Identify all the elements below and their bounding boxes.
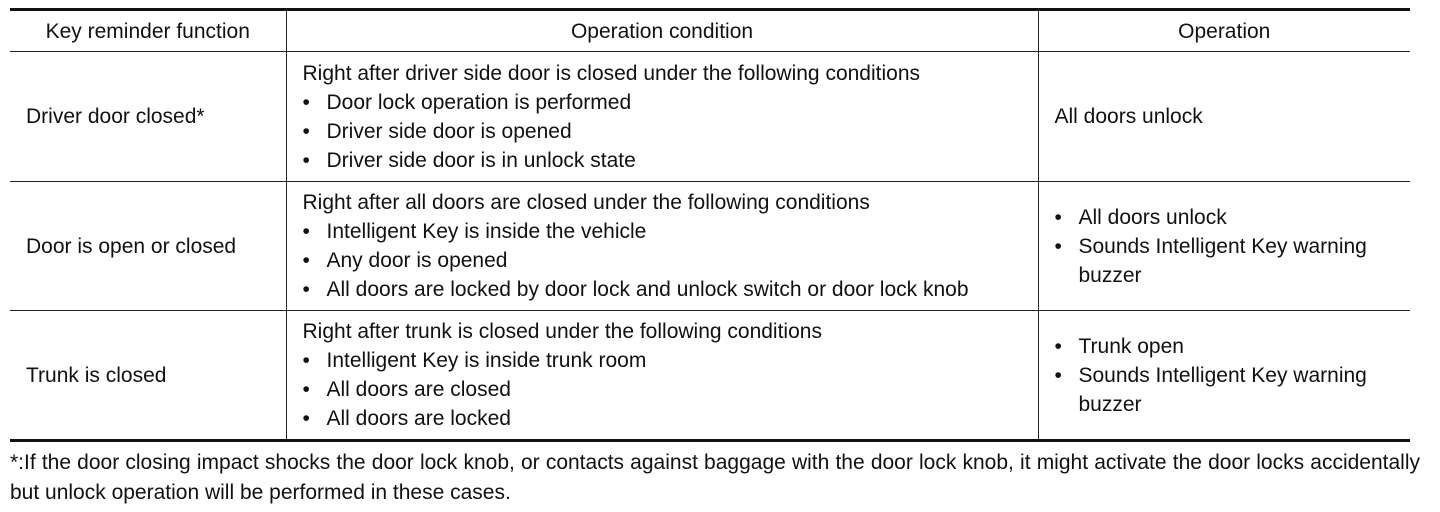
operation-item: Sounds Intelligent Key warning buzzer bbox=[1078, 363, 1367, 416]
condition-item: Driver side door is in unlock state bbox=[326, 148, 636, 172]
list-item bbox=[303, 275, 1024, 304]
list-item bbox=[1055, 203, 1397, 232]
list-item bbox=[303, 146, 1024, 175]
operation-list bbox=[1055, 203, 1397, 290]
condition-item: Driver side door is opened bbox=[326, 119, 572, 143]
operation-item: All doors unlock bbox=[1078, 205, 1227, 229]
key-reminder-table bbox=[10, 8, 1410, 442]
condition-list bbox=[303, 217, 1024, 304]
condition-lead: Right after driver side door is closed under the following conditions bbox=[302, 61, 921, 85]
bullet: • bbox=[302, 349, 310, 372]
table-header-row bbox=[10, 10, 1410, 52]
condition-item: All doors are closed bbox=[326, 378, 511, 401]
list-item bbox=[1055, 361, 1397, 419]
condition-list bbox=[303, 88, 1024, 175]
operation-item: Trunk open bbox=[1078, 334, 1184, 358]
bullet: • bbox=[1054, 334, 1062, 358]
operation-cell bbox=[1038, 182, 1410, 311]
condition-cell bbox=[286, 182, 1038, 311]
bullet: • bbox=[302, 278, 310, 301]
table-row bbox=[10, 52, 1410, 182]
list-item bbox=[303, 88, 1024, 117]
bullet: • bbox=[1054, 205, 1062, 229]
bullet: • bbox=[1054, 363, 1062, 387]
list-item bbox=[303, 346, 1024, 375]
operation-item: Sounds Intelligent Key warning buzzer bbox=[1078, 234, 1367, 287]
header-key-reminder-function: Key reminder function bbox=[10, 10, 286, 52]
condition-cell bbox=[286, 311, 1038, 441]
list-item bbox=[1055, 332, 1397, 361]
condition-item: Intelligent Key is inside the vehicle bbox=[326, 220, 647, 243]
bullet: • bbox=[1054, 234, 1062, 258]
bullet: • bbox=[302, 90, 310, 114]
list-item bbox=[303, 404, 1024, 433]
operation-cell: All doors unlock bbox=[1038, 52, 1410, 182]
table-row bbox=[10, 182, 1410, 311]
condition-item: Intelligent Key is inside trunk room bbox=[326, 349, 647, 372]
header-operation: Operation bbox=[1038, 10, 1410, 52]
bullet: • bbox=[302, 119, 310, 143]
condition-cell bbox=[286, 52, 1038, 182]
function-cell: Trunk is closed bbox=[10, 311, 286, 441]
bullet: • bbox=[302, 407, 310, 430]
list-item bbox=[1055, 232, 1397, 290]
bullet: • bbox=[302, 378, 310, 401]
condition-lead: Right after all doors are closed under the following conditions bbox=[302, 191, 870, 214]
function-cell: Driver door closed* bbox=[10, 52, 286, 182]
list-item bbox=[303, 375, 1024, 404]
bullet: • bbox=[302, 220, 310, 243]
bullet: • bbox=[302, 249, 310, 272]
header-operation-condition: Operation condition bbox=[286, 10, 1038, 52]
operation-list bbox=[1055, 332, 1397, 419]
condition-item: Door lock operation is performed bbox=[326, 90, 632, 114]
condition-item: All doors are locked bbox=[326, 407, 511, 430]
condition-lead: Right after trunk is closed under the following conditions bbox=[302, 320, 822, 343]
footnote: *:If the door closing impact shocks the door lock knob, or contacts against baggage with the door lock knob, it might activate the door locks accidentally but unlock operation will be performed in these cases. bbox=[10, 451, 1420, 504]
table-row bbox=[10, 311, 1410, 441]
condition-list bbox=[303, 346, 1024, 433]
list-item bbox=[303, 217, 1024, 246]
list-item bbox=[303, 246, 1024, 275]
condition-item: All doors are locked by door lock and unlock switch or door lock knob bbox=[326, 278, 969, 301]
bullet: • bbox=[302, 148, 310, 172]
condition-item: Any door is opened bbox=[326, 249, 508, 272]
list-item bbox=[303, 117, 1024, 146]
function-cell: Door is open or closed bbox=[10, 182, 286, 311]
operation-cell bbox=[1038, 311, 1410, 441]
